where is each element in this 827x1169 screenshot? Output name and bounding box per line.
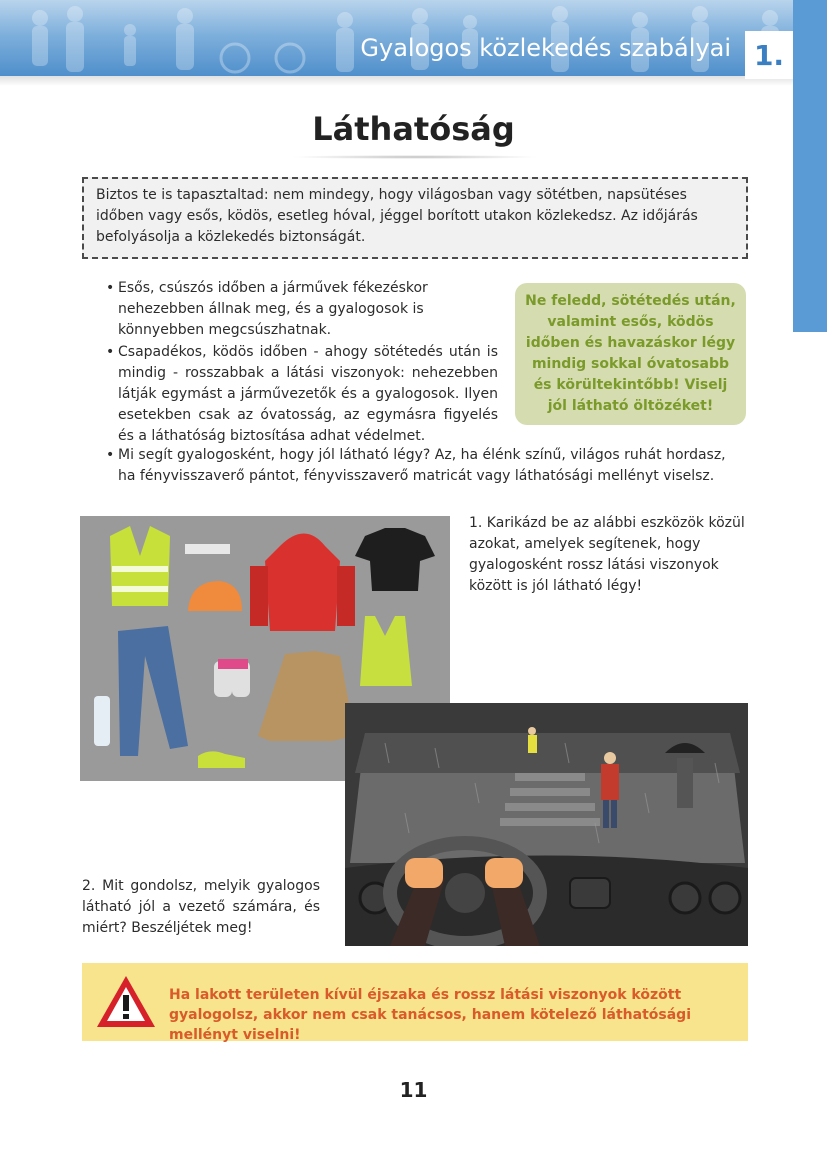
rainy-street-driver-illustration [345, 703, 748, 946]
tip-box: Ne feledd, sötétedés után, valamint esős, ködös időben és havazáskor légy mindig sokkal óvatosabb és körültekintőbb! Viselj jól látható öltözéket! [515, 283, 746, 425]
list-item: • Esős, csúszós időben a járművek fékezéskor nehezebben állnak meg, és a gyalogosok is könnyebben megcsúszhatnak. [106, 278, 498, 341]
black-tshirt-icon [355, 528, 435, 591]
task-1-text: 1. Karikázd be az alábbi eszközök közül azokat, amelyek segítenek, hogy gyalogosként rossz látási viszonyok között is jól látható légy! [469, 515, 745, 594]
chapter-title: Gyalogos közlekedés szabályai [360, 34, 731, 62]
helmet-icon [188, 581, 242, 611]
pedestrian-reflective-icon [528, 727, 537, 753]
jeans-icon [118, 626, 188, 756]
knee-pads-icon [214, 659, 250, 697]
safety-vest-icon [110, 526, 170, 606]
page-title: Láthatóság [312, 110, 515, 148]
red-hoodie-icon [250, 534, 355, 632]
task-2-text: 2. Mit gondolsz, melyik gyalogos látható jól a vezető számára, és miért? Beszéljétek meg! [82, 878, 320, 936]
chapter-number: 1. [745, 31, 793, 79]
list-item: • Mi segít gyalogosként, hogy jól látható légy? Az, ha élénk színű, világos ruhát hordasz, ha fényvisszaverő pántot, fényvisszaverő matricát vagy láthatósági mellényt viselsz. [106, 445, 746, 487]
page-number: 11 [399, 1078, 428, 1102]
sneaker-icon [198, 751, 245, 768]
reflective-band-icon [185, 544, 230, 554]
list-item: • Csapadékos, ködös időben - ahogy sötétedés után is mindig - rosszabbak a látási viszonyok: nehezebben látják egymást a járművezetők és a gyalogosok. Ilyen esetekben csak az óvatosság, az egymásra figyelés és a láthatóság biztosítása adhat védelmet. [106, 342, 498, 447]
trench-coat-icon [258, 651, 355, 741]
warning-triangle-icon [94, 973, 158, 1031]
warning-text: Ha lakott területen kívül éjszaka és rossz látási viszonyok között gyalogolsz, akkor nem csak tanácsos, hanem kötelező láthatósági mellényt viselni! [169, 987, 692, 1043]
title-underline [290, 155, 540, 159]
rainy-street-image [345, 703, 748, 946]
intro-box: Biztos te is tapasztaltad: nem mindegy, hogy világosban vagy sötétben, napsütéses időben vagy esős, ködös, esetleg hóval, jéggel borított utakon közlekedsz. Az időjárás befolyásolja a közlekedés biztonságát. [82, 177, 748, 259]
header-banner [0, 0, 827, 76]
water-bottle-icon [94, 696, 110, 746]
banner-shadow [0, 76, 827, 86]
tank-top-icon [360, 616, 412, 686]
chapter-side-tab [793, 0, 827, 332]
